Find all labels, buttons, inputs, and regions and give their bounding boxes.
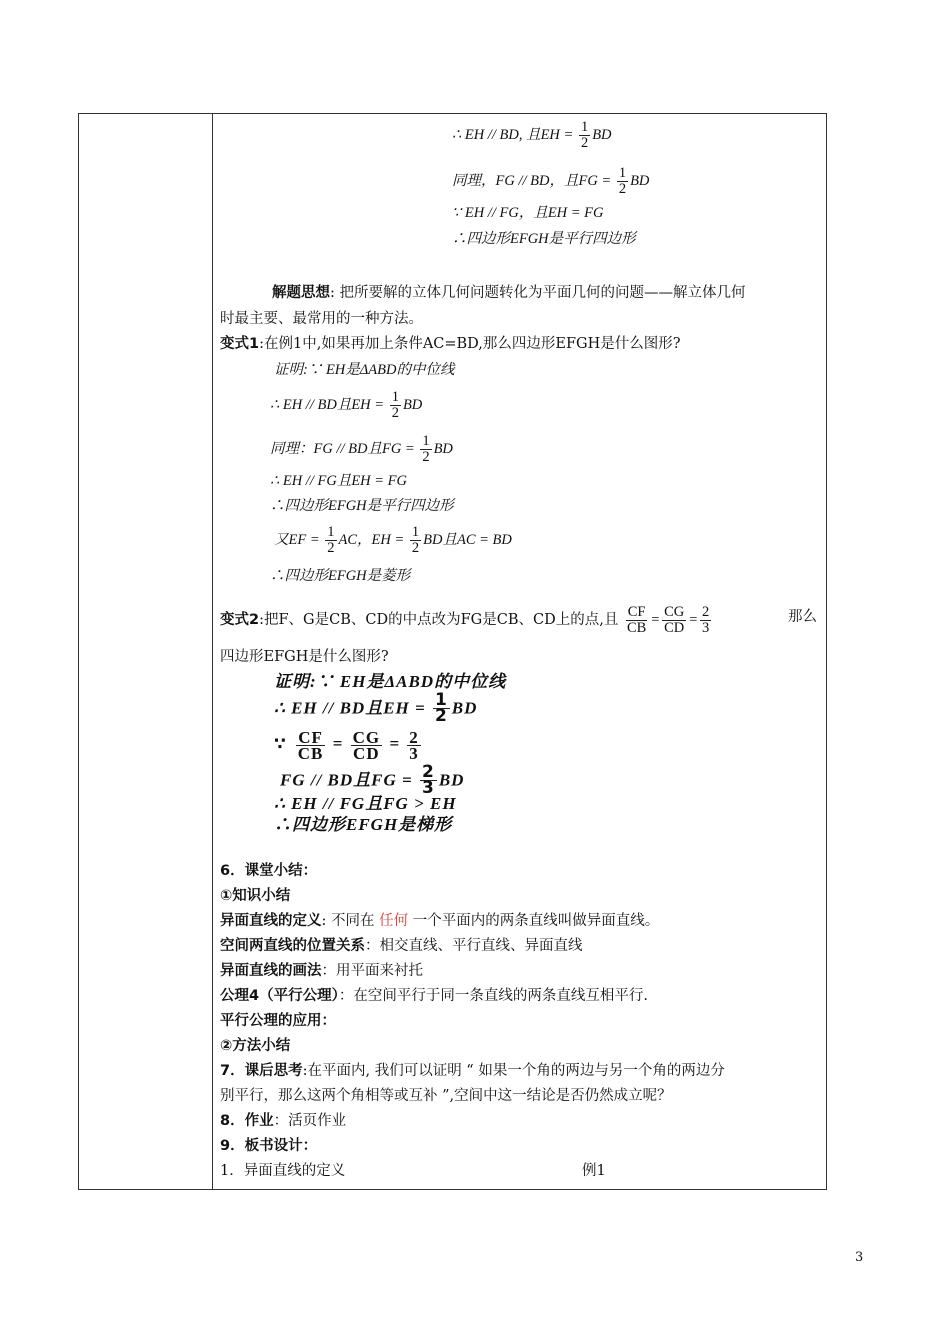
fraction-cf-cb: $\frac{CF}{CB}$	[626, 604, 647, 636]
section-6-heading: 6．课堂小结：	[220, 863, 318, 879]
proof1-line1: ∴ EH // BD, 且EH = $\frac{1}{2}$ BD	[452, 119, 612, 151]
variant2-tail: 那么	[788, 609, 817, 625]
board-item-1: 1．异面直线的定义	[220, 1163, 346, 1179]
section-9-heading: 9．板书设计：	[220, 1138, 318, 1154]
board-item-example: 例1	[582, 1163, 606, 1179]
fraction-half: $\frac{1}{2}$	[391, 389, 399, 421]
fraction-two-thirds: $\frac{2}{3}$	[409, 728, 419, 763]
thinking-line1: 解题思想: 把所要解的立体几何问题转化为平面几何的问题——解立体几何	[272, 285, 746, 301]
variant2-proof-1: 证明:∵ EH是ΔABD的中位线	[274, 672, 507, 691]
skew-lines-definition: 异面直线的定义: 不同在 任何 一个平面内的两条直线叫做异面直线。	[220, 913, 660, 929]
axiom-4: 公理4（平行公理）：在空间平行于同一条直线的两条直线互相平行.	[220, 988, 648, 1004]
lesson-table	[78, 113, 827, 1190]
variant2-question: 变式2:把F、G是CB、CD的中点改为FG是CB、CD上的点,且 $\frac{CF}{CB}$ = $\frac{CG}{CD}$ = $\frac{2}{3}$	[220, 604, 710, 636]
variant1-proof-1: 证明:∵ EH是ΔABD的中位线	[274, 362, 455, 378]
positional-relations: 空间两直线的位置关系：相交直线、平行直线、异面直线	[220, 938, 583, 954]
proof1-line2: 同理，FG // BD，且FG = $\frac{1}{2}$ BD	[452, 165, 650, 197]
variant2-proof-3: ∵ $\frac{CF}{CB}$ = $\frac{CG}{CD}$ = $\frac{2}{3}$	[274, 728, 419, 763]
variant1-question: 变式1:在例1中,如果再加上条件AC=BD,那么四边形EFGH是什么图形?	[220, 336, 681, 352]
fraction-half: $\frac{1}{2}$	[580, 119, 589, 151]
variant1-proof-3: 同理：FG // BD且FG = $\frac{1}{2}$ BD	[270, 433, 453, 465]
proof1-line4: ∴四边形EFGH是平行四边形	[452, 231, 636, 247]
column-divider	[212, 114, 213, 1189]
variant2-proof-2: ∴ EH // BD且EH = $\frac{1}{2}$ BD	[274, 690, 478, 726]
proof1-line3: ∵ EH // FG，且EH = FG	[452, 205, 604, 221]
thinking-line2: 时最主要、最常用的一种方法。	[220, 311, 423, 327]
variant1-proof-6: 又EF = $\frac{1}{2}$ AC，EH = $\frac{1}{2}$ BD且AC = BD	[274, 524, 512, 556]
fraction-half: $\frac{1}{2}$	[327, 524, 335, 556]
method-summary: ②方法小结	[220, 1038, 291, 1054]
section-7-line1: 7．课后思考:在平面内, 我们可以证明 “ 如果一个角的两边与另一个角的两边分	[220, 1063, 725, 1079]
fraction-two-thirds: $\frac{2}{3}$	[421, 762, 435, 798]
fraction-two-thirds: $\frac{2}{3}$	[702, 604, 710, 636]
section-8: 8．作业：活页作业	[220, 1113, 347, 1129]
knowledge-summary: ①知识小结	[220, 888, 291, 904]
variant2-proof-6: ∴四边形EFGH是梯形	[274, 815, 453, 834]
variant1-proof-2: ∴ EH // BD且EH = $\frac{1}{2}$ BD	[270, 389, 423, 421]
variant2-question-line2: 四边形EFGH是什么图形?	[220, 649, 389, 665]
page-number: 3	[855, 1250, 864, 1265]
variant1-proof-7: ∴四边形EFGH是菱形	[270, 568, 411, 584]
fraction-half: $\frac{1}{2}$	[422, 433, 430, 465]
fraction-half: $\frac{1}{2}$	[434, 690, 448, 726]
fraction-half: $\frac{1}{2}$	[618, 165, 627, 197]
variant1-proof-4: ∴ EH // FG且EH = FG	[270, 473, 408, 489]
section-7-line2: 别平行，那么这两个角相等或互补 ”,空间中这一结论是否仍然成立呢？	[220, 1088, 672, 1104]
drawing-method: 异面直线的画法：用平面来衬托	[220, 963, 423, 979]
fraction-cg-cd: $\frac{CG}{CD}$	[352, 728, 381, 763]
fraction-cg-cd: $\frac{CG}{CD}$	[664, 604, 685, 636]
variant2-proof-5: ∴ EH // FG且FG > EH	[274, 794, 457, 813]
variant2-proof-4: FG // BD且FG = $\frac{2}{3}$ BD	[280, 762, 465, 798]
variant1-proof-5: ∴四边形EFGH是平行四边形	[270, 498, 454, 514]
axiom-application: 平行公理的应用：	[220, 1013, 336, 1029]
fraction-cf-cb: $\frac{CF}{CB}$	[297, 728, 324, 763]
fraction-half: $\frac{1}{2}$	[411, 524, 420, 556]
